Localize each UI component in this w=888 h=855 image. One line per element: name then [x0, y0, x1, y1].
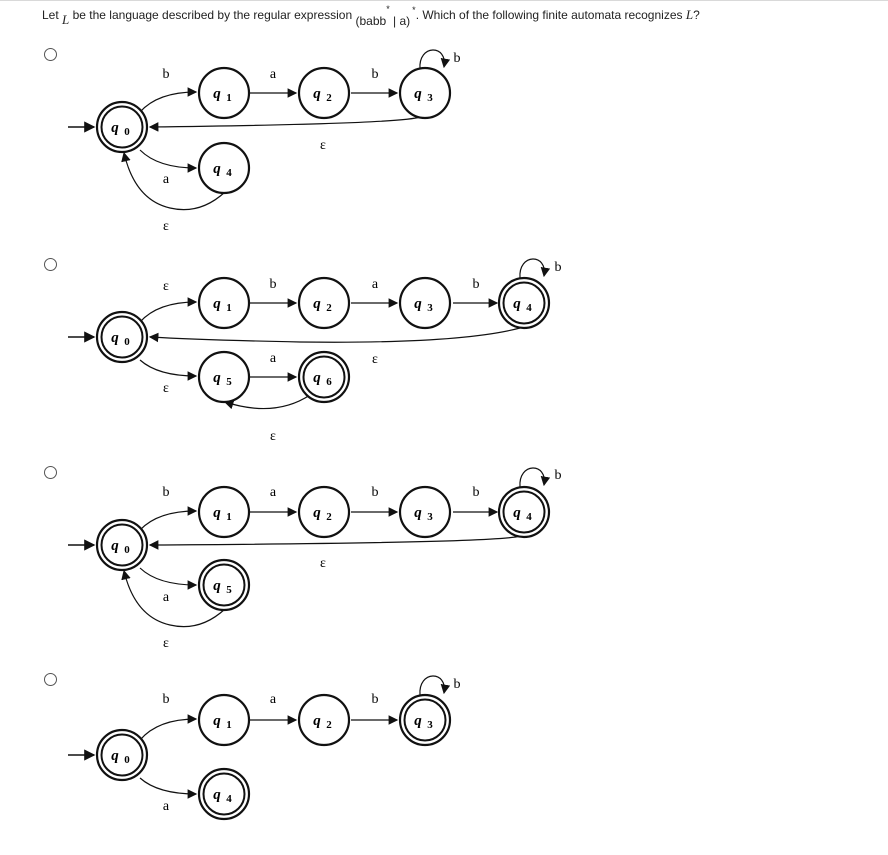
state-subscript: 4: [226, 793, 232, 805]
regex-outer-star: *: [412, 5, 416, 15]
state-name: q: [313, 296, 321, 312]
question-prefix: Let: [42, 8, 59, 22]
label-e1: b: [162, 67, 170, 82]
state-subscript: 2: [326, 719, 332, 731]
state-name: q: [513, 296, 521, 312]
state-name: q: [213, 578, 221, 594]
label-e4: a: [162, 799, 170, 814]
state-name: q: [213, 370, 221, 386]
label-back: ε: [372, 352, 378, 367]
label-loop: b: [453, 51, 461, 66]
state-subscript: 1: [226, 92, 232, 104]
label-e2: a: [269, 67, 277, 82]
state-subscript: 1: [226, 511, 232, 523]
state-subscript: 3: [427, 511, 433, 523]
label-e5: a: [162, 590, 170, 605]
regex-inner-star: *: [386, 4, 390, 14]
label-e4: a: [162, 172, 170, 187]
question-middle: be the language described by the regular expression: [72, 8, 353, 22]
state-circle: [299, 695, 349, 745]
label-e3: b: [371, 692, 379, 707]
label-e3: b: [371, 485, 379, 500]
label-e1: b: [162, 692, 170, 707]
state-name: q: [213, 161, 221, 177]
state-name: q: [213, 296, 221, 312]
state-name: q: [111, 748, 119, 764]
label-loop: b: [554, 468, 562, 483]
language-variable: L: [62, 12, 70, 27]
label-e6: a: [269, 351, 277, 366]
label-loop: b: [453, 677, 461, 692]
state-subscript: 0: [124, 126, 130, 138]
state-subscript: 1: [226, 719, 232, 731]
label-e2: a: [269, 692, 277, 707]
state-name: q: [313, 86, 321, 102]
label-loop: b: [554, 260, 562, 275]
label-e1: ε: [163, 279, 169, 294]
state-q1: [199, 695, 249, 745]
edge-q0-q1: [140, 719, 196, 740]
state-subscript: 5: [226, 376, 232, 388]
state-subscript: 0: [124, 336, 130, 348]
state-q0: [97, 730, 147, 780]
state-subscript: 1: [226, 302, 232, 314]
loop-q3: [420, 676, 444, 695]
state-name: q: [313, 505, 321, 521]
state-circle: [400, 695, 450, 745]
label-e4: b: [472, 277, 480, 292]
state-subscript: 2: [326, 92, 332, 104]
state-subscript: 0: [124, 544, 130, 556]
state-subscript: 3: [427, 719, 433, 731]
state-name: q: [111, 330, 119, 346]
label-e5: ε: [163, 381, 169, 396]
state-name: q: [111, 538, 119, 554]
state-name: q: [213, 713, 221, 729]
state-name: q: [414, 296, 422, 312]
state-subscript: 3: [427, 92, 433, 104]
state-q2: [299, 695, 349, 745]
label-e4: b: [472, 485, 480, 500]
state-subscript: 2: [326, 511, 332, 523]
state-subscript: 2: [326, 302, 332, 314]
state-subscript: 3: [427, 302, 433, 314]
label-e3: a: [371, 277, 379, 292]
state-subscript: 0: [124, 754, 130, 766]
label-ret: ε: [163, 219, 169, 234]
state-name: q: [513, 505, 521, 521]
question-suffix: . Which of the following finite automata recognizes: [415, 8, 683, 22]
state-name: q: [414, 713, 422, 729]
state-name: q: [313, 370, 321, 386]
state-q4: [199, 769, 249, 819]
state-name: q: [213, 787, 221, 803]
label-e2: b: [269, 277, 277, 292]
label-e1: b: [162, 485, 170, 500]
state-name: q: [213, 86, 221, 102]
edge-q0-q4: [140, 778, 196, 794]
question-mark: ?: [693, 8, 700, 22]
label-ret: ε: [163, 636, 169, 651]
label-back: ε: [320, 556, 326, 571]
state-subscript: 6: [326, 376, 332, 388]
regex-rest: | a): [389, 14, 411, 28]
label-e3: b: [371, 67, 379, 82]
state-subscript: 5: [226, 584, 232, 596]
regex-open: (babb: [355, 14, 387, 28]
label-ret: ε: [270, 429, 276, 444]
state-subscript: 4: [226, 167, 232, 179]
state-circle: [199, 769, 249, 819]
label-e2: a: [269, 485, 277, 500]
state-name: q: [414, 505, 422, 521]
state-name: q: [213, 505, 221, 521]
state-subscript: 4: [526, 511, 532, 523]
state-q3: [400, 695, 450, 745]
label-back: ε: [320, 138, 326, 153]
state-circle: [199, 695, 249, 745]
language-variable-2: L: [685, 7, 694, 22]
state-name: q: [313, 713, 321, 729]
state-name: q: [111, 120, 119, 136]
state-name: q: [414, 86, 422, 102]
state-circle: [97, 730, 147, 780]
state-subscript: 4: [526, 302, 532, 314]
